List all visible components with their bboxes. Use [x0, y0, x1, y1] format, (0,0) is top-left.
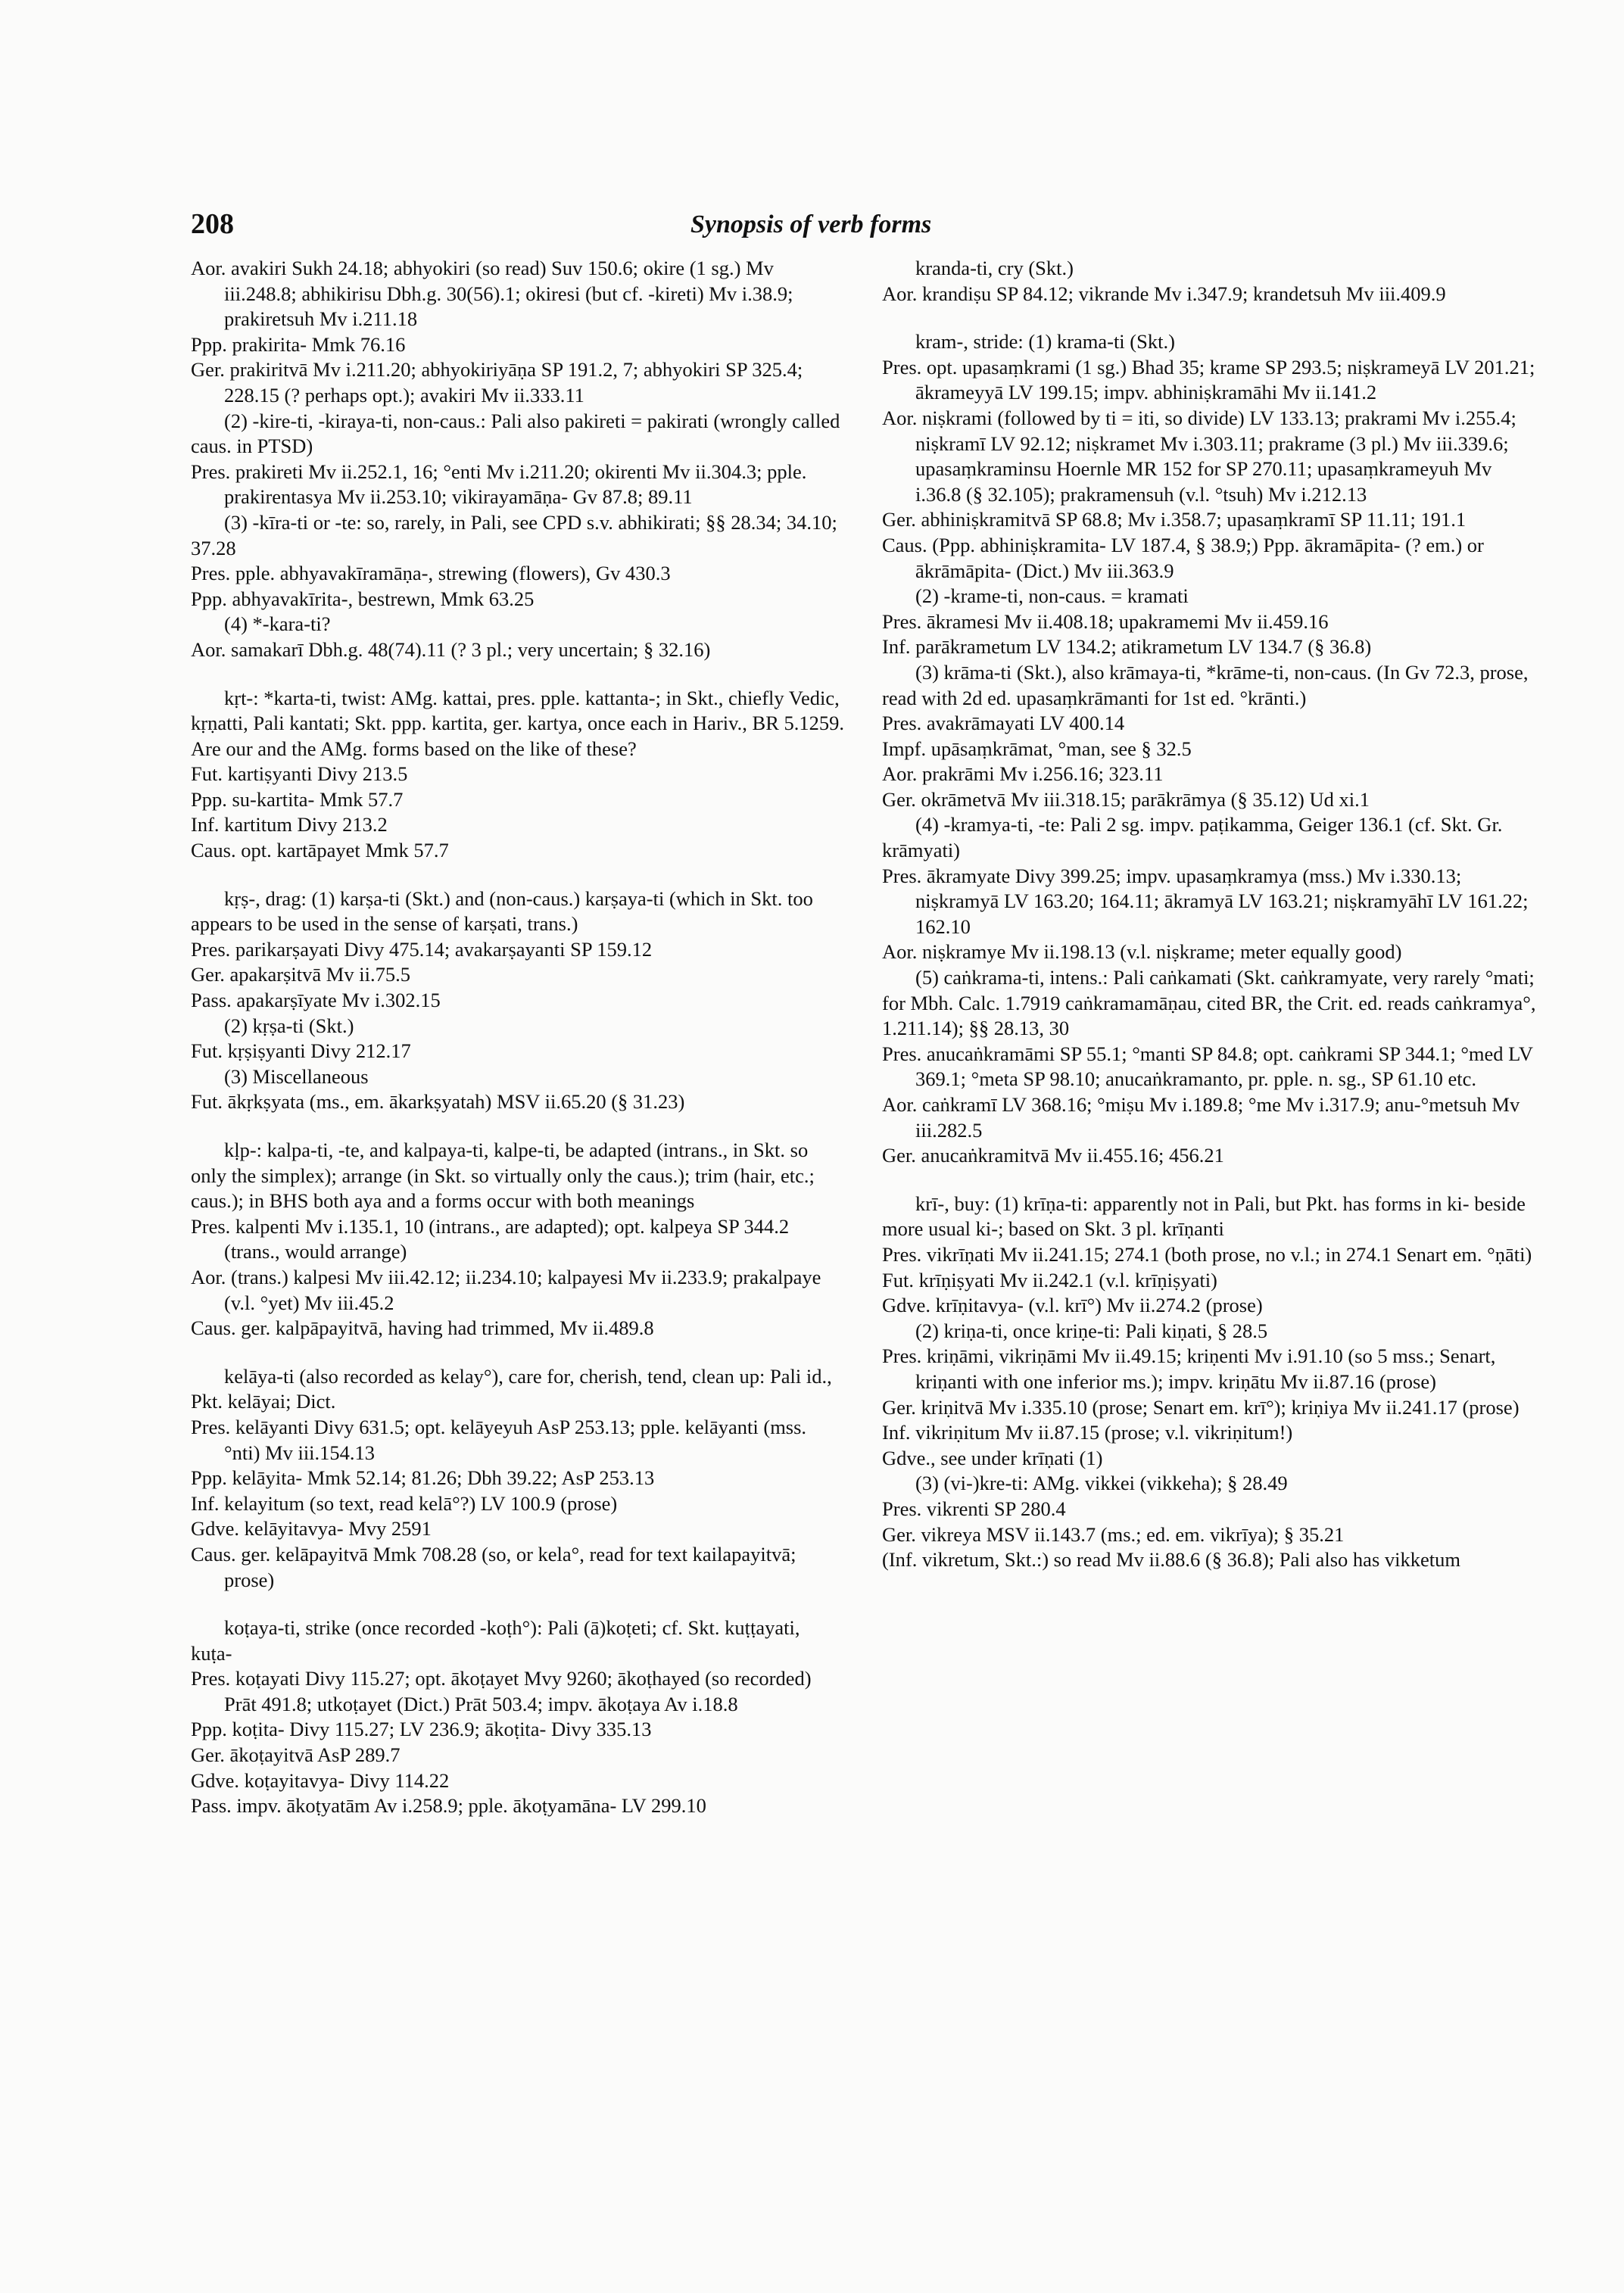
- entry-line: Ppp. koṭita- Divy 115.27; LV 236.9; ākoṭita- Divy 335.13: [191, 1718, 652, 1741]
- entry-line: (Inf. vikretum, Skt.:) so read Mv ii.88.6 (§ 36.8); Pali also has vikketum: [882, 1548, 1460, 1572]
- entry-heading: (3) krāma-ti (Skt.), also krāmaya-ti, *krāme-ti, non-caus. (In Gv 72.3, prose, read with 2d ed. upasaṃkrāmanti for 1st ed. °krānti.): [882, 660, 1529, 709]
- entry-heading: (4) -kramya-ti, -te: Pali 2 sg. impv. paṭikamma, Geiger 136.1 (cf. Skt. Gr. krāmyati): [882, 813, 1503, 862]
- entry-line: Aor. niṣkramye Mv ii.198.13 (v.l. niṣkrame; meter equally good): [882, 940, 1402, 964]
- entry-heading: kṛṣ-, drag: (1) karṣa-ti (Skt.) and (non-caus.) karṣaya-ti (which in Skt. too appears to be used in the sense of karṣati, trans.): [191, 886, 813, 936]
- entry-line: Ppp. abhyavakīrita-, bestrewn, Mmk 63.25: [191, 587, 535, 610]
- entry-heading: (3) Miscellaneous: [224, 1064, 369, 1088]
- entry-spacer: [882, 307, 1536, 329]
- entry-heading: kranda-ti, cry (Skt.): [915, 257, 1074, 279]
- entry-line: Pres. vikrīṇati Mv ii.241.15; 274.1 (both prose, no v.l.; in 274.1 Senart em. °ṇāti): [882, 1242, 1532, 1266]
- entry-spacer: [191, 1341, 845, 1364]
- entry-line: Aor. niṣkrami (followed by ti = iti, so divide) LV 133.13; prakrami Mv i.255.4; niṣkramī LV 92.12; niṣkramet Mv i.303.11; prakrame (3 pl.) Mv iii.339.6; upasaṃkraminsu Hoernle MR 152 for SP 270.11; upasaṃkrameyuh Mv i.36.8 (§ 32.105); prakramensuh (v.l. °tsuh) Mv i.212.13: [882, 406, 1516, 506]
- entry-line: Pass. impv. ākoṭyatām Av i.258.9; pple. ākoṭyamāna- LV 299.10: [191, 1794, 706, 1818]
- entry-line: Pres. prakireti Mv ii.252.1, 16; °enti Mv i.211.20; okirenti Mv ii.304.3; pple. prakirentasya Mv ii.253.10; vikirayamāṇa- Gv 87.8; 89.11: [191, 460, 807, 509]
- entry-line: Gdve. krīṇitavya- (v.l. krī°) Mv ii.274.2 (prose): [882, 1294, 1263, 1317]
- entry-spacer: [191, 864, 845, 886]
- entry-line: Ger. anucaṅkramitvā Mv ii.455.16; 456.21: [882, 1144, 1224, 1167]
- entry-heading: kram-, stride: (1) krama-ti (Skt.): [915, 330, 1175, 354]
- entry-line: Pres. kelāyanti Divy 631.5; opt. kelāyeyuh AsP 253.13; pple. kelāyanti (mss. °nti) Mv iii.154.13: [191, 1415, 807, 1464]
- entry-line: Gdve. koṭayitavya- Divy 114.22: [191, 1768, 450, 1792]
- entry-line: Fut. kṛṣiṣyanti Divy 212.17: [191, 1039, 411, 1063]
- entry-heading: (3) -kīra-ti or -te: so, rarely, in Pali, see CPD s.v. abhikirati; §§ 28.34; 34.10; 37.28: [191, 510, 837, 559]
- entry-line: Ppp. kelāyita- Mmk 52.14; 81.26; Dbh 39.22; AsP 253.13: [191, 1466, 655, 1490]
- entry-heading: koṭaya-ti, strike (once recorded -koṭh°): Pali (ā)koṭeti; cf. Skt. kuṭṭayati, kuṭa-: [191, 1616, 800, 1665]
- page-number: 208: [191, 208, 234, 240]
- entry-line: Pres. anucaṅkramāmi SP 55.1; °manti SP 84.8; opt. caṅkrami SP 344.1; °med LV 369.1; °meta SP 98.10; anucaṅkramanto, pr. pple. n. sg., SP 61.10 etc.: [882, 1042, 1533, 1091]
- entry-line: Inf. kartitum Divy 213.2: [191, 813, 388, 837]
- entry-heading: (5) caṅkrama-ti, intens.: Pali caṅkamati (Skt. caṅkramyate, very rarely °mati; for Mbh. Calc. 1.7919 caṅkramamāṇau, cited BR, the Crit. ed. reads caṅkramya°, 1.211.14); §§ 28.13, 30: [882, 966, 1536, 1040]
- entry-heading: (3) (vi-)kre-ti: AMg. vikkei (vikkeha); § 28.49: [915, 1472, 1288, 1495]
- entry-line: Inf. vikriṇitum Mv ii.87.15 (prose; v.l. vikriṇitum!): [882, 1421, 1293, 1444]
- entry-line: Caus. ger. kelāpayitvā Mmk 708.28 (so, or kela°, read for text kailapayitvā; prose): [191, 1542, 796, 1591]
- entry-line: Fut. kartiṣyanti Divy 213.5: [191, 762, 408, 786]
- entry-line: Ger. ākoṭayitvā AsP 289.7: [191, 1743, 401, 1767]
- entry-line: Fut. krīṇiṣyati Mv ii.242.1 (v.l. krīṇiṣyati): [882, 1268, 1217, 1291]
- entry-line: Pres. kalpenti Mv i.135.1, 10 (intrans., are adapted); opt. kalpeya SP 344.2 (trans., would arrange): [191, 1214, 790, 1263]
- entry-spacer: [191, 663, 845, 686]
- entry-line: Caus. opt. kartāpayet Mmk 57.7: [191, 839, 449, 862]
- entry-line: Caus. (Ppp. abhiniṣkramita- LV 187.4, § 38.9;) Ppp. ākramāpita- (? em.) or ākrāmāpita- (Dict.) Mv iii.363.9: [882, 533, 1484, 582]
- entry-line: Ppp. prakirita- Mmk 76.16: [191, 332, 406, 356]
- entry-line: Ger. kriṇitvā Mv i.335.10 (prose; Senart em. krī°); kriṇiya Mv ii.241.17 (prose): [882, 1395, 1520, 1419]
- entry-line: Aor. krandiṣu SP 84.12; vikrande Mv i.347.9; krandetsuh Mv iii.409.9: [882, 282, 1446, 305]
- entry-spacer: [191, 1115, 845, 1138]
- entry-heading: (2) -kire-ti, -kiraya-ti, non-caus.: Pali also pakireti = pakirati (wrongly called caus. in PTSD): [191, 409, 840, 458]
- entry-line: Aor. (trans.) kalpesi Mv iii.42.12; ii.234.10; kalpayesi Mv ii.233.9; prakalpaye (v.l. °yet) Mv iii.45.2: [191, 1265, 821, 1314]
- entry-heading: kṛt-: *karta-ti, twist: AMg. kattai, pres. pple. kattanta-; in Skt., chiefly Vedic, kṛṇatti, Pali kantati; Skt. ppp. kartita, ger. kartya, once each in Hariv., BR 5.1259. Are our and the AMg. forms based on the like of these?: [191, 686, 845, 760]
- entry-spacer: [882, 1169, 1536, 1192]
- entry-heading: (2) kṛṣa-ti (Skt.): [224, 1014, 354, 1037]
- entry-heading: kḷp-: kalpa-ti, -te, and kalpaya-ti, kalpe-ti, be adapted (intrans., in Skt. so only the simplex); arrange (in Skt. so virtually only the caus.); trim (hair, etc.; caus.); in BHS both aya and a forms occur with both meanings: [191, 1139, 815, 1213]
- entry-line: Pass. apakarṣīyate Mv i.302.15: [191, 989, 441, 1012]
- entry-line: Aor. samakarī Dbh.g. 48(74).11 (? 3 pl.; very uncertain; § 32.16): [191, 637, 711, 661]
- entry-line: Gdve. kelāyitavya- Mvy 2591: [191, 1517, 432, 1541]
- entry-heading: kelāya-ti (also recorded as kelay°), care for, cherish, tend, clean up: Pali id., Pkt. kelāyai; Dict.: [191, 1364, 832, 1413]
- entry-line: Pres. ākramesi Mv ii.408.18; upakramemi Mv ii.459.16: [882, 609, 1329, 633]
- entry-line: Pres. ākramyate Divy 399.25; impv. upasaṃkramya (mss.) Mv i.330.13; niṣkramyā LV 163.20; 164.11; ākramyā LV 163.21; niṣkramyāhī LV 161.22; 162.10: [882, 864, 1529, 938]
- entry-line: Ger. vikreya MSV ii.143.7 (ms.; ed. em. vikrīya); § 35.21: [882, 1522, 1345, 1546]
- entry-line: Aor. caṅkramī LV 368.16; °miṣu Mv i.189.8; °me Mv i.317.9; anu-°metsuh Mv iii.282.5: [882, 1093, 1520, 1142]
- entry-line: Ger. apakarṣitvā Mv ii.75.5: [191, 963, 410, 986]
- entry-line: Aor. prakrāmi Mv i.256.16; 323.11: [882, 762, 1164, 786]
- entry-heading: (2) -krame-ti, non-caus. = kramati: [915, 584, 1189, 608]
- running-title: Synopsis of verb forms: [690, 210, 932, 238]
- entry-line: Ger. okrāmetvā Mv iii.318.15; parākrāmya (§ 35.12) Ud xi.1: [882, 787, 1370, 811]
- entry-line: Impf. upāsaṃkrāmat, °man, see § 32.5: [882, 737, 1192, 760]
- entry-heading: (2) kriṇa-ti, once kriṇe-ti: Pali kiṇati, § 28.5: [915, 1319, 1268, 1342]
- entry-heading: krī-, buy: (1) krīṇa-ti: apparently not in Pali, but Pkt. has forms in ki- beside more usual ki-; based on Skt. 3 pl. krīṇanti: [882, 1192, 1526, 1241]
- entry-line: Pres. opt. upasaṃkrami (1 sg.) Bhad 35; krame SP 293.5; niṣkrameyā LV 201.21; ākrameyyā LV 199.15; impv. abhiniṣkramāhi Mv ii.141.2: [882, 355, 1535, 404]
- entry-line: Caus. ger. kalpāpayitvā, having had trimmed, Mv ii.489.8: [191, 1316, 654, 1340]
- entry-heading: (4) *-kara-ti?: [224, 612, 331, 636]
- entry-line: Ger. abhiniṣkramitvā SP 68.8; Mv i.358.7; upasaṃkramī SP 11.11; 191.1: [882, 508, 1467, 531]
- entry-line: Gdve., see under krīṇati (1): [882, 1446, 1103, 1469]
- left-column: [191, 256, 845, 1819]
- entry-line: Pres. koṭayati Divy 115.27; opt. ākoṭayet Mvy 9260; ākoṭhayed (so recorded) Prāt 491.8; utkoṭayet (Dict.) Prāt 503.4; impv. ākoṭaya Av i.18.8: [191, 1667, 812, 1715]
- entry-line: Inf. parākrametum LV 134.2; atikrametum LV 134.7 (§ 36.8): [882, 635, 1372, 659]
- entry-line: Pres. pple. abhyavakīramāṇa-, strewing (flowers), Gv 430.3: [191, 562, 671, 585]
- entry-line: Aor. avakiri Sukh 24.18; abhyokiri (so read) Suv 150.6; okire (1 sg.) Mv iii.248.8; abhikirisu Dbh.g. 30(56).1; okiresi (but cf. -kireti) Mv i.38.9; prakiretsuh Mv i.211.18: [191, 257, 793, 331]
- entry-line: Pres. kriṇāmi, vikriṇāmi Mv ii.49.15; kriṇenti Mv i.91.10 (so 5 mss.; Senart, kriṇanti with one inferior ms.); impv. kriṇātu Mv ii.87.16 (prose): [882, 1344, 1496, 1393]
- entry-line: Ger. prakiritvā Mv i.211.20; abhyokiriyāṇa SP 191.2, 7; abhyokiri SP 325.4; 228.15 (? perhaps opt.); avakiri Mv ii.333.11: [191, 358, 803, 407]
- entry-line: Pres. vikrenti SP 280.4: [882, 1497, 1066, 1520]
- right-column: [882, 256, 1536, 1573]
- entry-spacer: [191, 1593, 845, 1615]
- entry-line: Pres. parikarṣayati Divy 475.14; avakarṣayanti SP 159.12: [191, 937, 653, 961]
- entry-line: Pres. avakrāmayati LV 400.14: [882, 712, 1125, 735]
- entry-line: Ppp. su-kartita- Mmk 57.7: [191, 787, 404, 811]
- entry-line: Inf. kelayitum (so text, read kelā°?) LV 100.9 (prose): [191, 1491, 618, 1515]
- entry-line: Fut. ākṛkṣyata (ms., em. ākarkṣyatah) MSV ii.65.20 (§ 31.23): [191, 1090, 685, 1114]
